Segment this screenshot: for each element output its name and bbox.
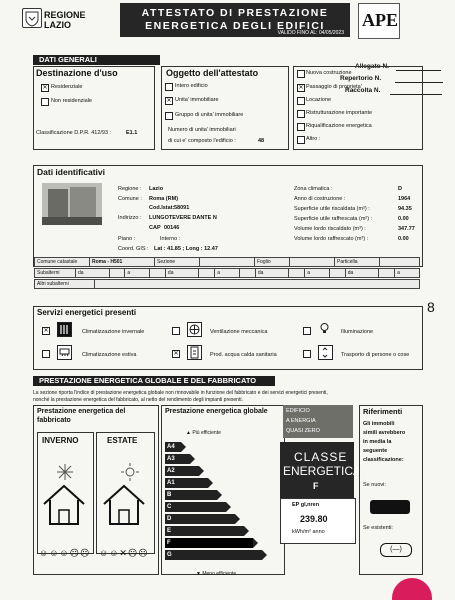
altro-label: Altro : (306, 136, 321, 142)
altro-checkbox[interactable] (297, 136, 305, 144)
section-title-performance: PRESTAZIONE ENERGETICA GLOBALE E DEL FABBRICATO (33, 376, 275, 386)
title-line1: ATTESTATO DI PRESTAZIONE (141, 7, 329, 19)
energy-class-label: A4 (167, 444, 175, 450)
services-title: Servizi energetici presenti (37, 308, 137, 317)
region-name-line1: REGIONE (44, 10, 86, 20)
energy-class-title-1: CLASSE (294, 450, 348, 464)
comune-value: Roma (RM) (149, 196, 179, 202)
subalterni-table (34, 268, 420, 278)
comune-label: Comune : (118, 196, 142, 202)
se-esistenti-class-marker: (—) (380, 543, 412, 557)
altri-subalterni-value (95, 280, 420, 289)
section-title-general: DATI GENERALI (33, 55, 160, 65)
validity-date: VALIDO FINO AL: 04/05/2023 (277, 30, 344, 36)
energy-class-bar-a1 (165, 478, 208, 488)
gis-label: Coord. GIS : (118, 246, 149, 252)
gis-value: Lat : 41.85 ; Long : 12.47 (154, 246, 218, 252)
residenziale-checkbox[interactable]: ✕ (42, 85, 48, 91)
se-nuovi-label: Se nuovi: (363, 482, 386, 488)
altri-subalterni-cell: Altri subalterni (35, 280, 95, 289)
illuminazione-checkbox[interactable] (303, 327, 311, 335)
identification-title: Dati identificativi (37, 167, 106, 177)
energy-class-bar-d (165, 514, 235, 524)
energy-class-label: C (167, 504, 172, 510)
ep-label: EP gl,nren (292, 502, 320, 508)
energy-class-label: B (167, 492, 172, 498)
more-efficient-text: Più efficiente (192, 430, 221, 436)
altri-subalterni-table (34, 279, 420, 289)
air-conditioner-icon (57, 345, 72, 360)
clima-inv-label: Climatizzazione invernale (82, 329, 145, 335)
summer-label: ESTATE (107, 436, 138, 445)
cadastre-cell: Foglio (255, 258, 290, 267)
unita-checkbox[interactable]: ✕ (166, 98, 172, 104)
non-residenziale-label: Non residenziale (51, 98, 92, 104)
piano-label: Piano : (118, 236, 136, 242)
unit-count-label-2: di cui e' composto l'edificio : (168, 138, 236, 144)
references-line-4: seguente (363, 448, 388, 454)
destination-box (33, 66, 155, 150)
global-performance-title: Prestazione energetica globale (165, 408, 268, 415)
radiator-icon (57, 322, 72, 337)
energy-class-bar-e (165, 526, 244, 536)
building-performance-title-2: fabbricato (37, 417, 71, 424)
clima-est-checkbox[interactable] (42, 350, 50, 358)
cadastre-cell: Comune catastale (35, 258, 90, 267)
cap-label: CAP (149, 225, 161, 231)
energy-class-bar-g (165, 550, 262, 560)
subalterni-cell (150, 269, 166, 278)
subalterni-cell (329, 269, 345, 278)
energy-class-label: A3 (167, 456, 175, 462)
clima-est-label: Climatizzazione estiva (82, 352, 137, 358)
acqua-label: Prod. acqua calda sanitaria (210, 352, 277, 358)
references-line-2: simili avrebbero (363, 430, 406, 436)
energy-class-bar-f (165, 538, 253, 548)
references-line-5: classificazione: (363, 457, 404, 463)
subalterni-cell (239, 269, 255, 278)
summer-house-icon (100, 480, 148, 528)
nzeb-line-3: QUASI ZERO (286, 428, 320, 434)
residenziale-label: Residenziale (51, 84, 83, 90)
subalterni-cell: a (305, 269, 330, 278)
winter-label: INVERNO (42, 436, 79, 445)
zona-value: D (398, 186, 402, 192)
water-heater-icon (187, 345, 202, 360)
anno-value: 1964 (398, 196, 411, 202)
energy-class-bar-a4 (165, 442, 181, 452)
nzeb-line-2: A ENERGIA (286, 418, 316, 424)
cadastre-cell: Roma - H501 (90, 258, 155, 267)
references-title: Riferimenti (363, 407, 403, 416)
region-crest-icon (23, 9, 41, 27)
subalterni-cell: da (255, 269, 289, 278)
locazione-checkbox[interactable] (297, 97, 305, 105)
subalterni-cell (109, 269, 125, 278)
region-logo (22, 8, 42, 28)
subalterni-cell: da (76, 269, 110, 278)
se-nuovi-class-marker (370, 500, 410, 514)
title-banner (120, 3, 350, 37)
ref-repertorio: Repertorio N. (340, 75, 382, 82)
istat-label: Cod.Istat: (149, 205, 175, 211)
energy-class-title-2: ENERGETICA (283, 464, 362, 478)
subalterni-cell (379, 269, 395, 278)
performance-intro-1: La sezione riporta l'indice di prestazione energetica globale non rinnovabile in funzione del fabbricato e dei servizi energetici presenti, (33, 390, 328, 396)
title-line2: ENERGETICA DEGLI EDIFICI (145, 20, 325, 32)
ref-allegato: Allegato N. (355, 63, 389, 70)
cadastre-cell: Particella (335, 258, 380, 267)
intero-checkbox[interactable] (165, 83, 173, 91)
energy-class-bar-c (165, 502, 226, 512)
region-name-line2: LAZIO (44, 20, 71, 30)
gruppo-checkbox[interactable] (165, 112, 173, 120)
sup-raff-value: 0.00 (398, 216, 409, 222)
cadastre-cell (290, 258, 335, 267)
ape-logo-text: APE (362, 10, 398, 30)
subalterni-cell (289, 269, 305, 278)
more-efficient-label: ▲ Più efficiente (186, 430, 221, 436)
less-efficient-label: ▼ Meno efficiente (196, 571, 237, 577)
subalterni-cell: a (395, 269, 420, 278)
vol-raff-value: 0.00 (398, 236, 409, 242)
cadastre-cell (380, 258, 420, 267)
subalterni-cell: da (165, 269, 199, 278)
se-esistenti-label: Se esistenti: (363, 525, 393, 531)
destination-title: Destinazione d'uso (36, 68, 118, 78)
summer-sun-icon (120, 462, 140, 482)
ep-unit: kWh/m² anno (292, 529, 325, 535)
winter-house-icon (40, 480, 88, 528)
corner-decoration (392, 578, 432, 600)
energy-class-bar-a2 (165, 466, 199, 476)
subalterni-cell: da (345, 269, 379, 278)
trasporto-checkbox[interactable] (303, 350, 311, 358)
ristrutturazione-label: Ristrutturazione importante (306, 110, 373, 116)
energy-class-label: D (167, 516, 172, 522)
nuova-label: Nuova costruzione (306, 70, 352, 76)
energy-class-label: G (167, 552, 172, 558)
winter-snow-icon (55, 462, 75, 482)
ref-raccolta: Raccolta N. (345, 87, 381, 94)
energy-class-bar-b (165, 490, 217, 500)
object-title: Oggetto dell'attestato (166, 68, 259, 78)
classification-value: E1.1 (126, 130, 138, 136)
cadastre-table (34, 257, 420, 267)
ep-value: 239.80 (300, 514, 328, 524)
performance-intro-2: nonché la prestazione energetica del fabbricato, al netto del rendimento degli impianti presenti. (33, 397, 243, 403)
sup-risc-value: 94.35 (398, 206, 412, 212)
trasporto-label: Trasporto di persone o cose (341, 352, 410, 358)
energy-class-label: E (167, 528, 172, 534)
references-line-1: Gli immobili (363, 421, 395, 427)
indirizzo-value: LUNGOTEVERE DANTE N (149, 215, 217, 221)
cap-value: 00146 (164, 225, 180, 231)
subalterni-cell: a (215, 269, 240, 278)
energy-class-label: F (167, 540, 171, 546)
clima-inv-checkbox[interactable]: ✕ (43, 328, 49, 334)
document-header (0, 0, 455, 46)
riqualificazione-label: Riqualificazione energetica (306, 123, 372, 129)
energy-class-label: A2 (167, 468, 175, 474)
nuova-checkbox[interactable] (297, 70, 305, 78)
energy-class-bar-a3 (165, 454, 190, 464)
sup-raff-label: Superficie utile raffrescata (m²) : (294, 216, 373, 222)
passaggio-checkbox[interactable]: ✕ (298, 85, 304, 91)
cadastre-cell: Sezione (155, 258, 200, 267)
locazione-label: Locazione (306, 97, 332, 103)
nzeb-line-1: EDIFICIO (286, 408, 310, 414)
unita-label: Unita' immobiliare (175, 97, 219, 103)
anno-label: Anno di costruzione : (294, 196, 346, 202)
subalterni-cell: Subalterni (35, 269, 76, 278)
intero-label: Intero edificio (175, 83, 208, 89)
ape-logo (358, 3, 400, 39)
cadastre-cell (200, 258, 255, 267)
energy-class-label: A1 (167, 480, 175, 486)
classification-label: Classificazione D.P.R. 412/93 : (36, 130, 112, 136)
unit-count-label-1: Numero di unita' immobiliari (168, 127, 236, 133)
sup-risc-label: Superficie utile riscaldata (m²) : (294, 206, 370, 212)
fan-icon (187, 322, 202, 337)
istat-value: 58091 (174, 205, 190, 211)
winter-rating-faces: ☺☺☺☹☹ (39, 548, 91, 558)
page-number: 8 (427, 299, 435, 315)
building-photo (42, 183, 102, 225)
building-performance-title-1: Prestazione energetica del (37, 408, 126, 415)
gruppo-label: Gruppo di unita' immobiliare (175, 112, 244, 118)
interno-label: Interno : (160, 236, 181, 242)
indirizzo-label: Indirizzo : (118, 215, 142, 221)
non-residenziale-checkbox[interactable] (41, 98, 49, 106)
zona-label: Zona climatica : (294, 186, 333, 192)
light-bulb-icon (318, 322, 331, 335)
altri-subalterni-row (35, 280, 420, 289)
less-efficient-text: Meno efficiente (202, 571, 237, 577)
ventilazione-checkbox[interactable] (172, 327, 180, 335)
subalterni-cell (199, 269, 215, 278)
passaggio-label: Passaggio di proprieta' (306, 84, 362, 90)
ristrutturazione-checkbox[interactable] (297, 110, 305, 118)
ventilazione-label: Ventilazione meccanica (210, 329, 268, 335)
references-line-3: in media la (363, 439, 392, 445)
subalterni-row (35, 269, 420, 278)
illuminazione-label: Illuminazione (341, 329, 374, 335)
regione-value: Lazio (149, 186, 164, 192)
cadastre-row (35, 258, 420, 267)
elevator-icon (318, 345, 333, 360)
energy-class-value: F (313, 481, 319, 491)
riqualificazione-checkbox[interactable] (297, 123, 305, 131)
subalterni-cell: a (125, 269, 150, 278)
summer-rating-faces: ☺☺✕☹☹ (99, 548, 149, 558)
vol-raff-label: Volume lordo raffrescato (m³) : (294, 236, 369, 242)
unit-count-value: 48 (258, 138, 265, 144)
vol-risc-label: Volume lordo riscaldato (m³) : (294, 226, 366, 232)
vol-risc-value: 347.77 (398, 226, 415, 232)
regione-label: Regione : (118, 186, 142, 192)
acqua-checkbox[interactable]: ✕ (173, 351, 179, 357)
